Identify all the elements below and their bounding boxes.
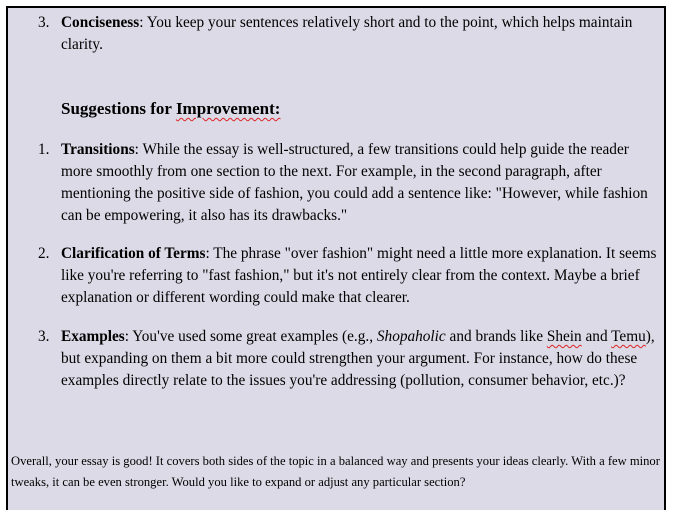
closing-paragraph: Overall, your essay is good! It covers both sides of the topic in a balanced way and presents your ideas clearly. With a few minor tweaks, it can be even stronger. Would you like to expand or adjust any particular section?: [11, 454, 660, 489]
item-text-d: ), but expanding on them a bit more could strengthen your argument. For instance, how do these examples directly relate to the issues you're addressing (pollution, consumer behavior, etc.)?: [61, 328, 655, 389]
list-item-body: [61, 243, 663, 309]
item-text-c: and: [581, 328, 612, 345]
heading-prefix: Suggestions for: [61, 99, 176, 118]
item-title: Examples: [61, 328, 125, 345]
item-text-a: : You've used some great examples (e.g.,: [124, 328, 377, 345]
item-text-b: and brands like: [445, 328, 547, 345]
list-number: 1.: [38, 141, 50, 158]
item-text: : You keep your sentences relatively short and to the point, which helps maintain clarity.: [61, 14, 633, 53]
item-title: Transitions: [61, 141, 135, 158]
heading-misspelled-word: Improvement:: [175, 99, 281, 118]
item-title: Clarification of Terms: [61, 245, 206, 262]
section-heading: [61, 98, 280, 120]
item-italic-title: Shopaholic: [376, 328, 446, 345]
item-text: : While the essay is well-structured, a few transitions could help guide the reader more smoothly from one section to the next. For example, in the second paragraph, after mentioning the positive side of fashion, you could add a sentence like: "However, while fashion can be empowering, it also has its drawbacks.": [61, 141, 648, 224]
list-item-body: [61, 326, 663, 392]
document-page: [6, 6, 666, 510]
list-number: 2.: [38, 245, 50, 262]
misspelled-word-shein: Shein: [546, 328, 582, 345]
list-item-body: [61, 12, 663, 56]
misspelled-word-temu: Temu: [611, 328, 646, 345]
item-title: Conciseness: [61, 14, 140, 31]
item-text: : The phrase "over fashion" might need a little more explanation. It seems like you're referring to "fast fashion," but it's not entirely clear from the context. Maybe a brief explanation or different wording could make that clearer.: [61, 245, 657, 306]
list-number: 3.: [38, 328, 50, 345]
list-item-body: [61, 139, 663, 227]
list-number: 3.: [38, 14, 50, 31]
